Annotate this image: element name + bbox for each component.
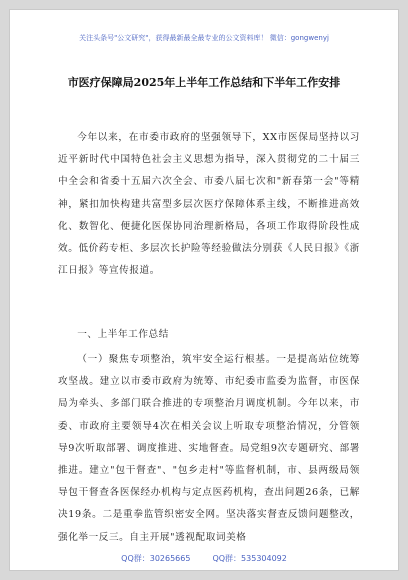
paragraph-section-1: （一）聚焦专项整治，筑牢安全运行根基。一是提高站位统筹攻坚战。建立以市委市政府为统筹、市纪委市监委为监督，市医保局为牵头、多部门联合推进的专项整治月调度机制。今年以来，市委、市政府主要领导4次在相关会议上听取专项整治情况，分管领导9次听取部署、调度推进、实地督查。局党组9次专题研究、部署推进。建立"包干督查"、"包乡走村"等监督机制，市、县两级局领导包干督查各医保经办机构与定点医药机构，查出问题26条，已解决19条。二是重拳监管织密安全网。坚决落实督查反馈问题整改，强化举一反三。自主开展"透视配取词美格 bbox=[58, 354, 360, 543]
footer-contact bbox=[10, 553, 398, 564]
paragraph-intro: 今年以来，在市委市政府的坚强领导下，XX市医保局坚持以习近平新时代中国特色社会主义思想为指导，深入贯彻党的二十届三中全会和省委十五届六次全会、市委八届七次和"新春第一会"等精神，紧扣加快构建共富型多层次医疗保障体系主线，不断推进高效化、数智化、便捷化医保协同治理新格局，各项工作取得阶段性成效。低价药专柜、多层次长护险等经验做法分别获《人民日报》《浙江日报》等宣传报道。 bbox=[58, 132, 360, 277]
document-page bbox=[9, 9, 399, 571]
document-title: 市医疗保障局2025年上半年工作总结和下半年工作安排 bbox=[67, 76, 341, 89]
qq-group-2: QQ群：535304092 bbox=[212, 554, 287, 563]
section-heading: 一、上半年工作总结 bbox=[77, 329, 169, 340]
qq-group-1: QQ群：30265665 bbox=[121, 554, 191, 563]
promo-banner: 关注头条号"公文研究"，获得最新最全最专业的公文资料库！ 微信：gongwenyj bbox=[79, 34, 329, 42]
